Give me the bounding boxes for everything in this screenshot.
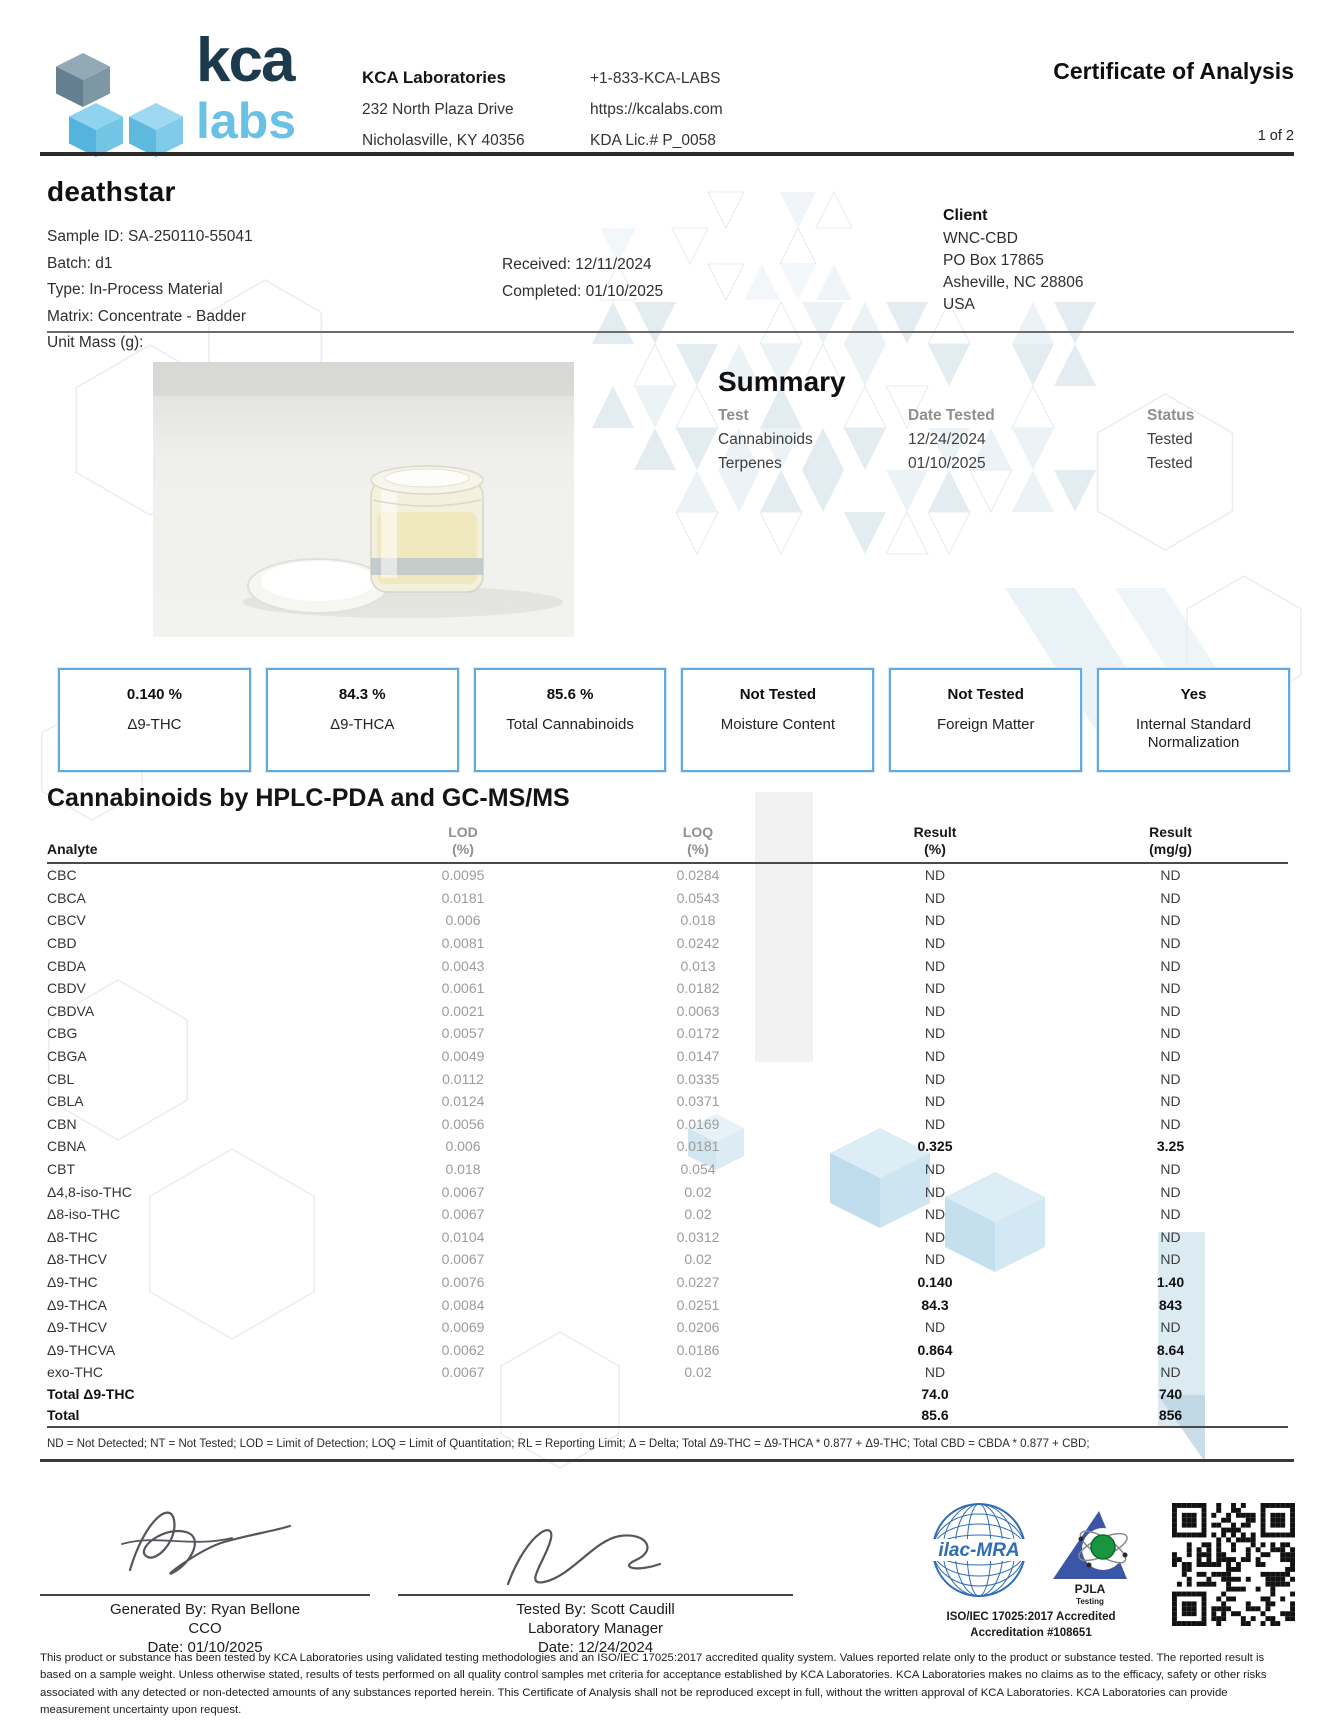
cell-analyte: exo-THC — [47, 1364, 104, 1381]
cell-result-pct: ND — [924, 889, 946, 906]
table-row — [47, 977, 1288, 1000]
cell-loq: 0.0063 — [676, 1002, 720, 1019]
result-box — [58, 668, 251, 772]
cell-lod: 0.0056 — [441, 1115, 485, 1132]
cell-loq: 0.02 — [684, 1364, 712, 1381]
cell-lod: 0.0104 — [441, 1228, 485, 1245]
cell-analyte: CBT — [47, 1161, 75, 1178]
lab-phone: +1-833-KCA-LABS — [590, 70, 721, 87]
cell-result-mgg: ND — [1160, 889, 1181, 906]
cell-loq: 0.02 — [684, 1183, 712, 1200]
table-row — [47, 1316, 1288, 1339]
result-box-value: 0.140 % — [126, 686, 182, 703]
table-row — [47, 1067, 1288, 1090]
cell-result-mgg: ND — [1160, 1228, 1181, 1245]
cell-result-pct: 74.0 — [921, 1386, 949, 1403]
summary-date-tested: 01/10/2025 — [908, 455, 986, 472]
cell-result-mgg: ND — [1160, 1364, 1181, 1381]
generated-by-name: Generated By: Ryan Bellone — [109, 1601, 301, 1618]
cell-loq: 0.0371 — [676, 1093, 720, 1110]
lab-name: KCA Laboratories — [362, 68, 506, 87]
col-header-result-pct: Result (%) — [817, 824, 1053, 863]
cell-lod: 0.0124 — [441, 1093, 485, 1110]
table-row — [47, 1203, 1288, 1226]
qr-code — [1172, 1503, 1295, 1626]
sample-name: deathstar — [47, 176, 176, 207]
cell-lod: 0.0112 — [442, 1070, 484, 1087]
cell-result-mgg: ND — [1160, 1183, 1181, 1200]
cell-loq: 0.018 — [680, 912, 716, 929]
cell-result-mgg: ND — [1160, 1048, 1181, 1065]
cell-loq: 0.0186 — [676, 1341, 720, 1358]
cell-analyte: CBD — [47, 935, 77, 952]
cell-lod: 0.0067 — [441, 1251, 485, 1268]
cell-result-pct: ND — [924, 957, 946, 974]
table-row — [47, 863, 1288, 887]
cannabinoids-table — [47, 824, 1288, 1428]
glass-jar — [371, 466, 483, 592]
result-box — [266, 668, 459, 772]
cell-analyte: Δ4,8-iso-THC — [47, 1183, 132, 1200]
cell-analyte: CBDA — [47, 957, 86, 974]
result-box-label: Δ9-THC — [127, 716, 182, 733]
cell-result-mgg: ND — [1160, 1115, 1181, 1132]
result-box-label: Δ9-THCA — [330, 716, 395, 733]
cell-lod: 0.0095 — [441, 867, 485, 884]
cell-analyte: Δ8-iso-THC — [47, 1206, 121, 1223]
logo-text-labs: labs — [196, 93, 297, 149]
result-box-value: 84.3 % — [338, 686, 386, 703]
table-footnote: ND = Not Detected; NT = Not Tested; LOD = Limit of Detection; LOQ = Limit of Quantitation; RL = Reporting Limit; Δ = Delta; Total Δ9-THC = Δ9-THCA * 0.877 + Δ9-THC; Total CBD = CBDA * 0.877 + CBD; — [47, 1438, 1090, 1450]
cell-analyte: Total — [47, 1405, 347, 1427]
table-row — [47, 1271, 1288, 1294]
sample-id: Sample ID: SA-250110-55041 — [47, 228, 253, 245]
tested-by-block — [398, 1600, 793, 1657]
cell-loq: 0.0312 — [676, 1228, 720, 1245]
cell-result-pct: ND — [924, 1364, 946, 1381]
cell-lod: 0.0061 — [441, 980, 485, 997]
product-photo — [153, 362, 574, 637]
cell-loq: 0.054 — [680, 1161, 716, 1178]
cell-result-mgg: ND — [1160, 980, 1181, 997]
summary-table — [718, 404, 1278, 428]
tested-by-signature-image — [492, 1512, 667, 1592]
header-divider — [40, 152, 1294, 156]
cell-lod: 0.0021 — [441, 1002, 485, 1019]
cannabinoids-section-title: Cannabinoids by HPLC-PDA and GC-MS/MS — [47, 784, 570, 812]
cell-result-pct: ND — [924, 980, 946, 997]
cell-result-pct: ND — [924, 1048, 946, 1065]
client-label: Client — [943, 207, 988, 224]
cell-result-pct: 0.140 — [917, 1273, 953, 1290]
cell-result-mgg: ND — [1160, 935, 1181, 952]
cell-loq: 0.0206 — [676, 1319, 720, 1336]
cell-lod: 0.0067 — [441, 1206, 485, 1223]
cell-result-pct: ND — [924, 1251, 946, 1268]
cell-loq: 0.0543 — [676, 889, 720, 906]
cell-result-mgg: ND — [1160, 1070, 1181, 1087]
document-title: Certificate of Analysis — [1053, 58, 1294, 84]
table-row — [47, 1180, 1288, 1203]
table-row — [47, 1135, 1288, 1158]
generated-by-signature-image — [112, 1492, 302, 1592]
cell-result-mgg: 8.64 — [1156, 1341, 1185, 1358]
lab-website: https://kcalabs.com — [590, 101, 723, 118]
svg-text:Testing: Testing — [1076, 1597, 1104, 1606]
analyte-rows — [47, 863, 1288, 1384]
cell-analyte: Δ9-THC — [47, 1273, 98, 1290]
cell-result-pct: ND — [924, 1002, 946, 1019]
ilac-mra-logo-icon — [928, 1500, 1030, 1600]
cell-result-pct: ND — [924, 1206, 946, 1223]
col-header-lod: LOD (%) — [347, 824, 579, 863]
cell-result-mgg: ND — [1160, 1161, 1181, 1178]
result-box-label: Internal Standard Normalization — [1136, 716, 1252, 751]
summary-date-tested: 12/24/2024 — [908, 431, 986, 448]
cell-analyte: Δ9-THCV — [47, 1319, 107, 1336]
sample-dates-block — [502, 252, 663, 305]
page-number: 1 of 2 — [1257, 128, 1294, 144]
jar-lid — [248, 559, 388, 613]
result-box-value: Not Tested — [739, 686, 817, 703]
lab-address-line2: Nicholasville, KY 40356 — [362, 132, 525, 149]
cell-analyte: CBNA — [47, 1138, 86, 1155]
total-row — [47, 1405, 1288, 1427]
total-d9thc-row — [47, 1384, 1288, 1405]
table-row — [47, 1338, 1288, 1361]
cell-lod: 0.006 — [445, 1138, 481, 1155]
cell-lod: 0.0043 — [441, 957, 485, 974]
table-row — [47, 1045, 1288, 1068]
cell-analyte: CBGA — [47, 1048, 87, 1065]
table-row — [47, 1293, 1288, 1316]
cell-analyte: Δ9-THCVA — [47, 1341, 116, 1358]
cell-result-pct: ND — [924, 1093, 946, 1110]
client-name: WNC-CBD — [943, 230, 1018, 247]
cell-result-mgg: ND — [1160, 1002, 1181, 1019]
cell-result-mgg: 843 — [1158, 1296, 1183, 1313]
cell-lod: 0.0062 — [441, 1341, 485, 1358]
cell-lod: 0.0049 — [441, 1048, 485, 1065]
kca-labs-logo-icon — [48, 38, 193, 163]
lab-info-block — [362, 68, 525, 150]
cell-result-mgg: ND — [1160, 1206, 1181, 1223]
cell-result-pct: 84.3 — [921, 1296, 949, 1313]
client-address-line1: PO Box 17865 — [943, 252, 1044, 269]
col-header-loq: LOQ (%) — [579, 824, 817, 863]
tested-by-date: Date: 12/24/2024 — [537, 1639, 654, 1656]
cell-loq: 0.0284 — [676, 867, 720, 884]
cell-analyte: Total Δ9-THC — [47, 1386, 135, 1403]
svg-text:ilac-MRA: ilac-MRA — [938, 1540, 1020, 1561]
generated-by-role: CCO — [188, 1620, 222, 1637]
sample-info-block — [47, 224, 253, 357]
cell-loq: 0.0227 — [676, 1273, 720, 1290]
result-boxes-row — [58, 668, 1290, 772]
summary-divider — [47, 331, 1294, 333]
cell-analyte: Δ8-THCV — [47, 1251, 107, 1268]
lab-license: KDA Lic.# P_0058 — [590, 132, 716, 149]
result-box — [889, 668, 1082, 772]
client-address-line2: Asheville, NC 28806 — [943, 274, 1084, 291]
cell-loq: 0.02 — [684, 1251, 712, 1268]
result-box — [1097, 668, 1290, 772]
cell-result-pct: ND — [924, 935, 946, 952]
cell-analyte: CBN — [47, 1115, 77, 1132]
cell-loq: 0.0335 — [676, 1070, 720, 1087]
cell-lod: 0.0067 — [441, 1183, 485, 1200]
cell-result-mgg: ND — [1160, 1251, 1181, 1268]
cell-lod: 0.0069 — [441, 1319, 485, 1336]
logo-wordmark — [196, 26, 297, 149]
cell-lod: 0.0181 — [441, 889, 485, 906]
cell-lod: 0.0076 — [441, 1273, 485, 1290]
table-row — [47, 932, 1288, 955]
cell-result-mgg: 1.40 — [1156, 1273, 1185, 1290]
client-block — [943, 204, 1083, 316]
cell-result-pct: 85.6 — [817, 1405, 1053, 1427]
iso-line2: Accreditation #108651 — [970, 1627, 1092, 1639]
cell-loq: 0.0251 — [676, 1296, 720, 1313]
cell-result-pct: ND — [924, 1319, 946, 1336]
result-box — [681, 668, 874, 772]
iso-line1: ISO/IEC 17025:2017 Accredited — [946, 1611, 1116, 1623]
logo-text-kca: kca — [196, 26, 294, 95]
cell-loq: 0.0182 — [676, 980, 720, 997]
summary-col-date: Date Tested — [908, 407, 995, 424]
generated-by-date: Date: 01/10/2025 — [147, 1639, 263, 1656]
col-header-analyte: Analyte — [47, 824, 347, 863]
cell-result-mgg: 3.25 — [1156, 1138, 1185, 1155]
summary-title: Summary — [718, 366, 846, 397]
cell-analyte: CBDV — [47, 980, 86, 997]
disclaimer-text: This product or substance has been tested by KCA Laboratories using validated testing methodologies and an ISO/IEC 17025:2017 accredited quality system. Values reported relate only to the product or substance tested. The reported result is based on a sample weight. Unless otherwise stated, results of tests performed on all quality control samples met criteria for acceptance established by KCA Laboratories. KCA Laboratories makes no claims as to the efficacy, safety or other risks associated with any detected or non-detected amounts of any substances reported herein. This Certificate of Analysis shall not be reproduced except in full, without the written approval of KCA Laboratories. KCA Laboratories can provide measurement uncertainty upon request. — [40, 1652, 1267, 1717]
cell-analyte: Δ9-THCA — [47, 1296, 107, 1313]
cell-lod: 0.0084 — [441, 1296, 485, 1313]
summary-test: Terpenes — [718, 455, 782, 472]
cell-result-pct: ND — [924, 867, 946, 884]
client-country: USA — [943, 296, 975, 313]
table-row — [47, 1090, 1288, 1113]
cell-result-pct: 0.864 — [917, 1341, 953, 1358]
cell-result-mgg: ND — [1160, 912, 1181, 929]
cell-result-pct: ND — [924, 1161, 946, 1178]
summary-rows — [718, 428, 1278, 476]
cell-loq: 0.0169 — [676, 1115, 720, 1132]
svg-text:PJLA: PJLA — [1074, 1582, 1106, 1596]
summary-status: Tested — [1147, 455, 1193, 472]
received-date: Received: 12/11/2024 — [502, 256, 652, 273]
cell-result-mgg: ND — [1160, 1319, 1181, 1336]
cell-analyte: Δ8-THC — [47, 1228, 98, 1245]
cell-lod: 0.0067 — [441, 1364, 485, 1381]
result-box-label: Total Cannabinoids — [506, 716, 634, 733]
cell-loq: 0.0172 — [676, 1025, 720, 1042]
cell-analyte: CBDVA — [47, 1002, 95, 1019]
lab-address-line1: 232 North Plaza Drive — [362, 101, 514, 118]
summary-col-test: Test — [718, 407, 749, 424]
iso-accreditation-text — [905, 1609, 1157, 1641]
cell-loq: 0.0181 — [676, 1138, 720, 1155]
lab-contact-block — [590, 70, 723, 150]
table-row — [47, 1113, 1288, 1136]
result-box-value: Yes — [1180, 686, 1207, 703]
cell-lod: 0.018 — [445, 1161, 481, 1178]
tested-by-signature-line — [398, 1594, 793, 1596]
table-header-row — [47, 824, 1288, 863]
summary-test: Cannabinoids — [718, 431, 813, 448]
cell-result-pct: 0.325 — [917, 1138, 953, 1155]
cell-loq: 0.0242 — [676, 935, 720, 952]
cell-loq: 0.013 — [680, 957, 716, 974]
cell-result-mgg: ND — [1160, 867, 1181, 884]
result-box-label: Foreign Matter — [936, 716, 1035, 733]
cell-result-pct: ND — [924, 1025, 946, 1042]
cell-lod: 0.006 — [445, 912, 481, 929]
cell-analyte: CBC — [47, 867, 77, 884]
generated-by-signature-line — [40, 1594, 370, 1596]
cell-loq: 0.02 — [684, 1206, 712, 1223]
cell-result-pct: ND — [924, 1183, 946, 1200]
cell-result-mgg: ND — [1160, 1025, 1181, 1042]
result-box-value: Not Tested — [947, 686, 1024, 703]
sample-batch: Batch: d1 — [47, 254, 113, 272]
footer-divider — [40, 1459, 1294, 1462]
cell-analyte: CBL — [47, 1070, 75, 1087]
cell-result-mgg: 740 — [1158, 1386, 1183, 1403]
table-row — [47, 1022, 1288, 1045]
pjla-logo-icon — [1045, 1503, 1137, 1607]
table-row — [47, 1158, 1288, 1181]
tested-by-role: Laboratory Manager — [527, 1620, 664, 1637]
cell-lod: 0.0057 — [441, 1025, 485, 1042]
col-header-result-mgg: Result (mg/g) — [1053, 824, 1288, 863]
cell-result-mgg: ND — [1160, 1093, 1181, 1110]
cell-result-pct: ND — [924, 1070, 946, 1087]
completed-date: Completed: 01/10/2025 — [502, 282, 664, 300]
summary-status: Tested — [1147, 431, 1193, 448]
cell-result-mgg: ND — [1160, 957, 1181, 974]
table-row — [47, 1248, 1288, 1271]
result-box-label: Moisture Content — [720, 716, 836, 733]
sample-matrix: Matrix: Concentrate - Badder — [47, 307, 247, 325]
tested-by-name: Tested By: Scott Caudill — [516, 1601, 675, 1618]
table-row — [47, 954, 1288, 977]
cell-analyte: CBLA — [47, 1093, 84, 1110]
sample-unit-mass: Unit Mass (g): — [47, 334, 144, 351]
cell-analyte: CBCA — [47, 889, 86, 906]
generated-by-block — [40, 1600, 370, 1657]
table-row — [47, 887, 1288, 910]
cell-lod: 0.0081 — [441, 935, 485, 952]
table-row — [47, 1361, 1288, 1384]
cell-analyte: CBCV — [47, 912, 86, 929]
result-box — [474, 668, 667, 772]
cell-result-pct: ND — [924, 1115, 946, 1132]
cell-result-pct: ND — [924, 1228, 946, 1245]
cell-loq: 0.0147 — [676, 1048, 720, 1065]
result-box-value: 85.6 % — [546, 686, 594, 703]
table-row — [47, 909, 1288, 932]
cell-result-pct: ND — [924, 912, 946, 929]
cell-result-mgg: 856 — [1053, 1405, 1288, 1427]
table-row — [47, 1000, 1288, 1023]
cell-analyte: CBG — [47, 1025, 78, 1042]
sample-type: Type: In-Process Material — [47, 281, 223, 298]
table-row — [47, 1226, 1288, 1249]
summary-col-status: Status — [1147, 407, 1195, 424]
